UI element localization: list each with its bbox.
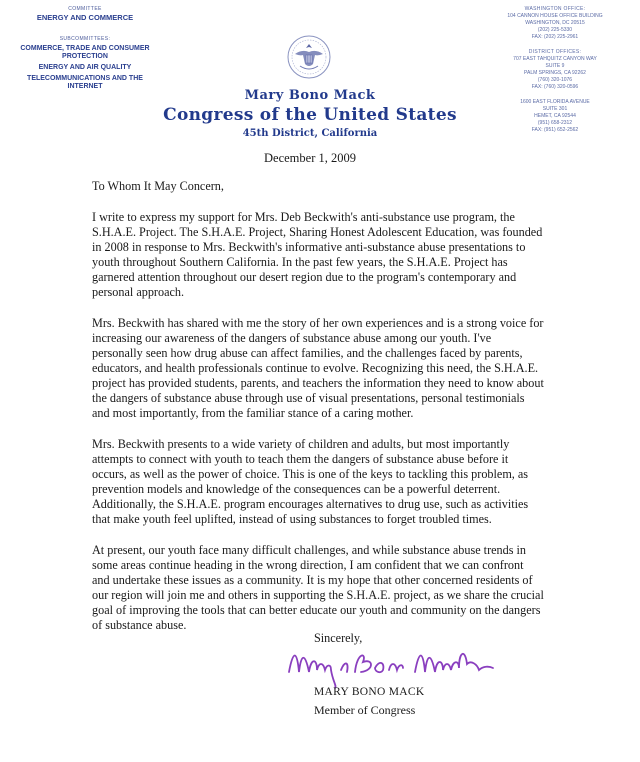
signer-title: Member of Congress <box>314 703 416 717</box>
salutation: To Whom It May Concern, <box>92 179 224 193</box>
body-paragraph: I write to express my support for Mrs. Deb Beckwith's anti-substance use program, the S.H.A.E. Project. The S.H.A.E. Project, Sharing Honest Adolescent Education, was founded in 2008 in response to Mrs. Beckwith's informative anti-substance abuse presentations to youth throughout Southern California. In the past few years, the S.H.A.E. Project has garnered attention throughout our desert region due to the program's contemporary and personal approach. <box>92 210 543 299</box>
body-paragraph: Mrs. Beckwith presents to a wide variety of children and adults, but most importantly attempts to connect with youth to teach them the dangers of substance abuse before it occurs, as well as the power of choice. This is one of the keys to tackling this problem, as prevention models and knowledge of the consequences can be a powerful deterrent. Additionally, the S.H.A.E. program encourages alternatives to drug use, such as activities that make youth feel uplifted, instead of using substances to forget troubled times. <box>92 437 529 526</box>
district-title: 45th District, California <box>242 128 378 139</box>
body-paragraph: Mrs. Beckwith has shared with me the story of her own experiences and is a strong voice for increasing our awareness of the dangers of substance abuse among our youth. I've personally seen how drug abuse can affect families, and the challenges faced by parents, educators, and health professionals continue to evolve. Recognizing this need, the S.H.A.E. project has provided students, parents, and teachers the information they need to know about the dangers of substance abuse through use of visual presentations, personal testimonials and most importantly, from the familiar stance of a caring mother. <box>92 316 544 420</box>
letter-body <box>92 179 544 649</box>
subcommittee-item: TELECOMMUNICATIONS AND THE INTERNET <box>27 75 143 90</box>
committee-name: ENERGY AND COMMERCE <box>36 13 134 22</box>
washington-office-label: WASHINGTON OFFICE: <box>524 6 586 12</box>
district-office-2 <box>480 99 630 134</box>
washington-office <box>480 6 630 41</box>
district-offices-label: DISTRICT OFFICES: <box>528 49 582 55</box>
masthead <box>150 88 470 139</box>
office-line: (202) 225-5330 <box>537 27 573 33</box>
subcommittee-item: ENERGY AND AIR QUALITY <box>38 64 132 71</box>
office-line: FAX: (760) 320-0596 <box>531 84 579 90</box>
closing: Sincerely, <box>314 631 363 645</box>
office-line: 707 EAST TAHQUITZ CANYON WAY <box>513 56 597 62</box>
congress-title: Congress of the United States <box>163 105 457 125</box>
member-name: Mary Bono Mack <box>244 88 376 103</box>
office-line: HEMET, CA 92544 <box>534 113 576 119</box>
office-line: FAX: (202) 225-2961 <box>531 34 579 40</box>
subcommittees-label: SUBCOMMITTEES: <box>59 36 111 42</box>
office-line: 104 CANNON HOUSE OFFICE BUILDING <box>507 13 603 19</box>
office-line: SUITE 9 <box>545 63 565 69</box>
committee-label: COMMITTEE <box>68 6 102 12</box>
congressional-seal-icon <box>286 34 332 80</box>
signer-name: MARY BONO MACK <box>314 686 425 698</box>
offices-block <box>480 6 630 142</box>
district-office-1 <box>480 49 630 91</box>
committee-block <box>14 6 156 91</box>
office-line: (951) 658-2312 <box>537 120 573 126</box>
subcommittee-item: COMMERCE, TRADE AND CONSUMER PROTECTION <box>20 45 150 60</box>
body-paragraph: At present, our youth face many difficult challenges, and while substance abuse trends in some areas continue heading in the wrong direction, I am confident that we can confront and undertake these issues as a community. It is my hope that other concerned residents of our region will join me and others in supporting the S.H.A.E. project, as we share the crucial goal of improving the tools that can better educate our youth and community on the dangers of substance abuse. <box>92 543 544 632</box>
office-line: FAX: (951) 652-2562 <box>531 127 579 133</box>
handwritten-signature <box>283 642 523 690</box>
letter-date: December 1, 2009 <box>264 151 356 165</box>
office-line: (760) 320-1076 <box>537 77 573 83</box>
office-line: SUITE 301 <box>542 106 568 112</box>
office-line: PALM SPRINGS, CA 92262 <box>524 70 586 76</box>
office-line: 1600 EAST FLORIDA AVENUE <box>520 99 590 105</box>
office-line: WASHINGTON, DC 20515 <box>525 20 585 26</box>
